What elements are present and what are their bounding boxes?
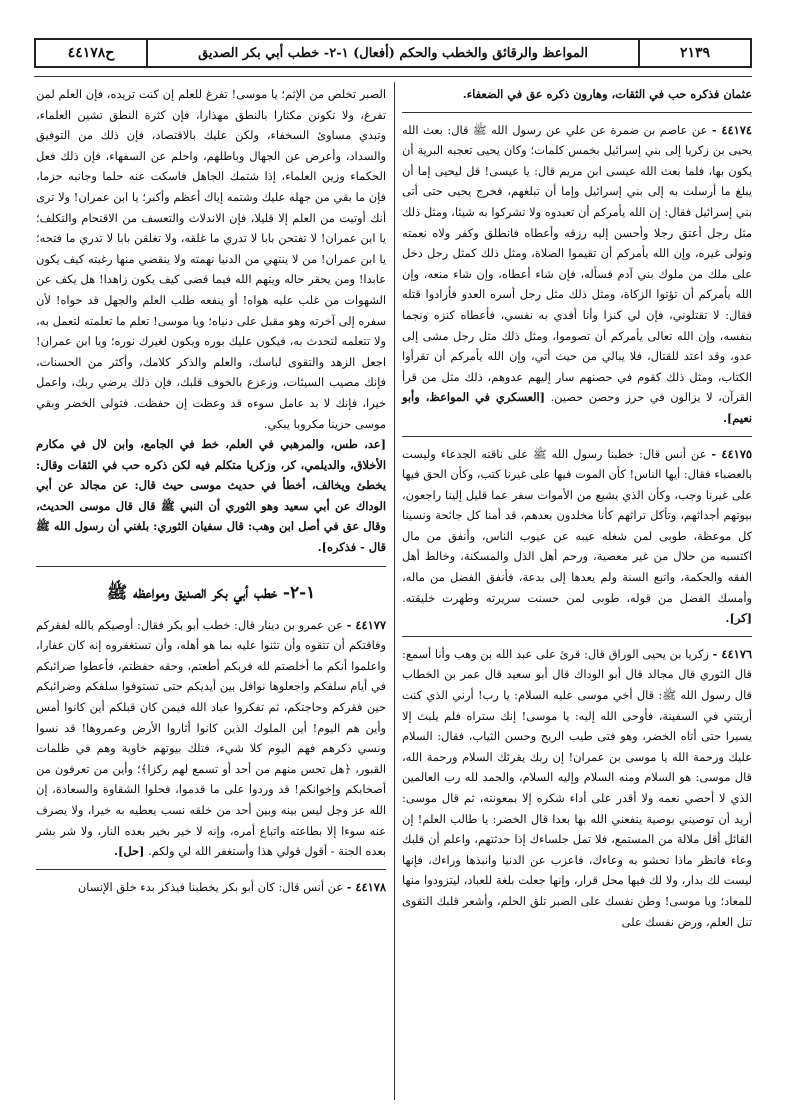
column-divider bbox=[394, 82, 395, 1100]
hadith-text: عن أنس قال: كان أبو بكر يخطبنا فيذكر بدء خلق الإنسان bbox=[77, 879, 344, 894]
hadith-entry-44176 bbox=[402, 644, 752, 932]
entry-separator bbox=[402, 436, 752, 437]
hadith-number: ٤٤١٧٥ - bbox=[711, 446, 753, 461]
hadith-entry-44175 bbox=[402, 444, 752, 629]
carryover-text: الصبر تخلص من الإثم؛ يا موسى! تفرغ للعلم إن كنت تريده، فإن العلم لمن تفرغ، ولا تكونن مكثارا بالنطق مهذارا، فإن كثرة النطق تشين العلماء، وتبدي مساوئ السخفاء، ولكن عليك بالاقتصاد، فإن ذلك من التوفيق والسداد، وأعرض عن الجهال وباطلهم، واحلم عن السفهاء، فإن ذلك فعل الحكماء وزين العلماء، إذا شتمك الجاهل فاسكت عنه حلما وجانبه حزما، فإن ما بقي من جهله عليك وشتمه إياك أعظم وأكبر؛ يا ابن عمران! ولا ترى أنك أوتيت من العلم إلا قليلا، فإن الاندلاث والتعسف من الاقتحام والتكلف؛ يا ابن عمران! لا تفتحن بابا لا تدري ما غلقه، ولا تغلقن بابا لا تدري ما فتحه؛ يا ابن عمران! من لا ينتهي من الدنيا نهمته ولا ينقضي منها رغبته كيف يكون عابدا! ومن يحقر حاله ويتهم الله فيما قضى كيف يكون زاهدا! هل يكف عن الشهوات من غلب عليه هواه! أو ينفعه طلب العلم والجهل قد حواه! لأن سفره إلى آخرته وهو مقبل على دنياه؛ ويا موسى! تعلم ما تعلمته لتعمل به، ولا تتعلمه لتحدث به، فيكون عليك بوره ويكون لغيرك نوره؛ ويا ابن عمران! اجعل الزهد والتقوى لباسك، والعلم والذكر كلامك، وأكثر من الحسنات، فإنك مصيب السيئات، وزعزع بالخوف قلبك، فإن ذلك يرضي ربك، واعمل خيرا، فإنك لا بد عامل سوءه قد وعظت إن حفظت. فتولى الخضر وبقي موسى حزينا مكروبا يبكي. bbox=[36, 87, 386, 431]
carryover-text: عثمان فذكره حب في الثقات، وهارون ذكره عق في الضعفاء. bbox=[462, 87, 752, 101]
hadith-number: ٤٤١٧٨ - bbox=[346, 879, 386, 894]
section-heading: ١-٢- خطب أبي بكر الصديق ومواعظه ﷺ bbox=[106, 582, 316, 603]
hadith-range-ref: ح٤٤١٧٨ bbox=[36, 40, 148, 66]
running-header bbox=[34, 38, 752, 68]
hadith-text: زكريا بن يحيى الوراق قال: قرئ على عبد الله بن وهب وأنا أسمع: قال الثوري قال مجالد قال أبو الوداك قال أبو سعيد قال عمر بن الخطاب قال رسول الله ﷺ: قال أخي موسى عليه السلام: يا رب! أرني الذي كنت أريتني في السفينة، فأوحى الله إليه: يا موسى! إنك ستراه فلم يلبث إلا يسيرا حتى أتاه الخضر، وهو فتى طيب الريح وحسن الثياب، فقال: السلام عليك ورحمة الله يا موسى بن عمران! إن ربك يقرئك السلام ورحمة الله، قال موسى: هو السلام ومنه السلام وإليه السلام، والحمد لله رب العالمين الذي لا أحصي نعمه ولا أقدر على أداء شكره إلا بمعونته، ثم قال موسى: أريد أن توصيني بوصية ينفعني الله بها بعدا قال الخضر: يا طالب العلم! إن القائل أقل ملالة من المستمع، فلا تمل جلساءك إذا حدثتهم، واعلم أن قلبك وعاء فانظر ماذا تحشو به وعاءك، فاعزب عن الدنيا وانبذها وراءك، فإنها ليست لك بدار، ولا لك فيها محل قرار، وإنها جعلت بلغة للعباد، ليتزودوا منها للمعاد؛ ويا موسى! وطن نفسك على الصبر تلق الحلم، وأشعر قلبك التقوى تنل العلم، ورض نفسك على bbox=[402, 646, 752, 929]
hadith-source: [حل]. bbox=[114, 844, 145, 859]
entry-separator bbox=[402, 112, 752, 113]
hadith-text: عن عاصم بن ضمرة عن علي عن رسول الله ﷺ قال: بعث الله يحيى بن زكريا إلى بني إسرائيل بخمس كلمات؛ وكان يحيى تعجبه البرية أن يكون بها، فلما بعث الله عيسى ابن مريم قال: يا عيسى! قل ليحيى إما أن يبلغ ما أرسلت به إلى بني إسرائيل وإما أن تبلغهم، فخرج يحيى حتى أتى بني إسرائيل فقال: إن الله يأمركم أن تعبدوه ولا تشركوا به شيئا، ومثل ذلك مثل رجل أعتق رجلا وأحسن إليه رزقه وأعطاه فانطلق وكفر ولاه نعمته وتولى غيره، وإن الله يأمركم أن تقيموا الصلاة، ومثل ذلك كمثل رجل دخل على ملك من ملوك بني آدم فسأله، فإن شاء أعطاه، وإن شاء منعه، وإن الله يأمركم أن تؤتوا الزكاة، ومثل ذلك مثل رجل أسره العدو فأرادوا قتله فقال: لا تقتلوني، فإن لي كنزا وأنا أفدي به نفسي، فأعطاه كنزه ونجما بنفسه، وإن الله تعالى يأمركم أن تصوموا، ومثل ذلك مثل رجل مشى إلى عدو، وقد اعتد للقتال، فلا يبالي من حيث أتي، وإن الله يأمركم أن تقرأوا الكتاب، ومثل ذلك كقوم في حصنهم سار إليهم عدوهم، ذلك مثل من قرأ القرآن، لا يزالون في حرز وحصن حصين. bbox=[402, 122, 752, 405]
right-column bbox=[402, 84, 752, 932]
chapter-title: المواعظ والرقائق والخطب والحكم (أفعال) ١-٢- خطب أبي بكر الصديق bbox=[198, 45, 588, 61]
header-rule bbox=[34, 76, 752, 77]
entry-separator bbox=[402, 636, 752, 637]
page-number: ٢١٣٩ bbox=[638, 40, 750, 66]
section-rule bbox=[36, 566, 386, 567]
left-column bbox=[36, 84, 386, 897]
entry-separator bbox=[36, 869, 386, 870]
hadith-text: عن عمرو بن دينار قال: خطب أبو بكر فقال: أوصيكم بالله لفقركم وفاقتكم أن تتقوه وأن تثنوا عليه بما هو أهله، وأن تستغفروه إنه كان غفارا، واعلموا أنكم ما أخلصتم لله فربكم أطعتم، وحقه حفظتم، فأعطوا ضرائبكم في أيام سلفكم واجعلوها نوافل بين أيديكم حتى تستوفوا سلفكم وضرائبكم حين فقركم وحاجتكم، ثم تفكروا عباد الله فيمن كان قبلكم أين كانوا أمس وأين هم اليوم! أين الملوك الذين كانوا أثاروا الأرض وعمروها! قد نسوا ونسي ذكرهم فهم اليوم كلا شيء، فتلك بيوتهم خاوية وهم في ظلمات القبور، ﴿هل تحس منهم من أحد أو تسمع لهم ركزا﴾؛ وأين من تعرفون من أصحابكم وإخوانكم! قد وردوا على ما قدموا، فحلوا الشقاوة والسعادة، إن الله عز وجل ليس بينه وبين أحد من خلقه نسب يعطيه به خيرا، ولا يصرف عنه سوءا إلا بطاعته واتباع أمره، وإنه لا خير بخير بعده النار، ولا شر بشر بعده الجنة - أقول قولي هذا وأستغفر الله لي ولكم. bbox=[36, 617, 386, 859]
hadith-source: [كر]. bbox=[725, 611, 752, 626]
hadith-source: [عد، طس، والمرهبي في العلم، خط في الجامع، وابن لال في مكارم الأخلاق، والديلمي، كر، وزكريا متكلم فيه لكن ذكره حب في الثقات وقال: يخطئ ويخالف، أخطأ في حديث موسى حيث قال: عن مجالد عن أبي الوداك عن أبي سعيد وهو الثوري أن النبي ﷺ قال قال موسى الحديث، وقال عق في أصل ابن وهب: قال سفيان الثوري: بلغني أن رسول الله ﷺ قال - فذكره]. bbox=[36, 437, 386, 555]
hadith-number: ٤٤١٧٤ - bbox=[711, 122, 753, 137]
hadith-entry-44178 bbox=[36, 877, 386, 898]
hadith-source: [العسكري في المواعظ، وأبو نعيم]. bbox=[402, 390, 752, 425]
hadith-entry-44174 bbox=[402, 120, 752, 429]
hadith-entry-44177 bbox=[36, 615, 386, 862]
hadith-text: عن أنس قال: خطبنا رسول الله ﷺ على ناقته الجدعاء وليست بالعضباء فقال: أيها الناس! كأن الموت فيها على غيرنا كتب، وكأن الحق فيها على غيرنا وجب، وكأن الذي يشيع من الأموات سفر عما قليل إلينا راجعون، بيوتهم أجداثهم، وتأكل تراثهم كأنا مخلدون بعدهم، قد أمنا كل جائحة ونسينا كل موعظة، طوبى لمن شغله عيبه عن عيوب الناس، وأنفق من مال اكتسبه من حلال من غير معصية، ورحم أهل الذل والمسكنة، وخالط أهل الفقه والحكمة، واتبع السنة ولم يعدها إلى بدعة، فأنفق الفضل من ماله، وأمسك الفضل من قوله، طوبى لمن حسنت سريرته وطهرت خليقته. bbox=[402, 446, 752, 605]
hadith-number: ٤٤١٧٦ - bbox=[712, 646, 752, 661]
hadith-number: ٤٤١٧٧ - bbox=[346, 617, 386, 632]
